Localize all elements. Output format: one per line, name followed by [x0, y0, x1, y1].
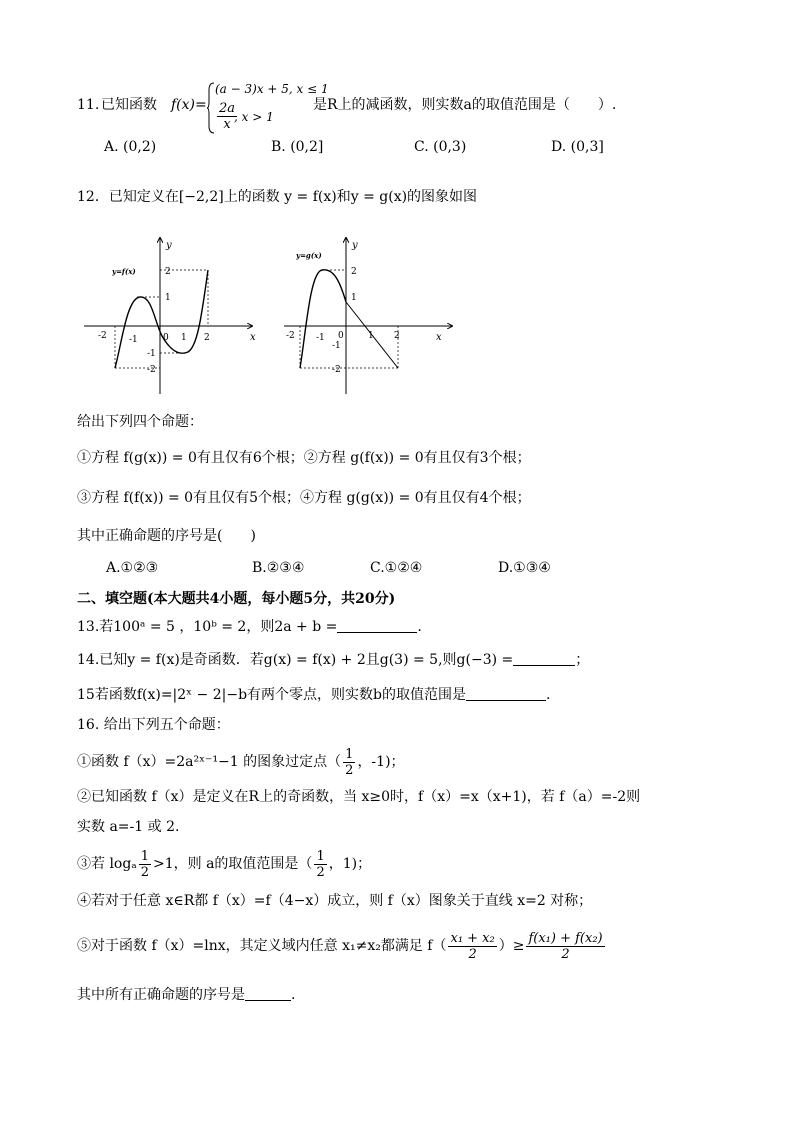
- f-label: y=f(x): [112, 267, 136, 276]
- q16-p1-frac: $\frac{1}{2}$: [345, 746, 354, 778]
- g-xtick: 1: [368, 331, 374, 341]
- q13-blank: [337, 618, 417, 633]
- q15-blank: [466, 686, 546, 701]
- g-xtick: 0: [338, 331, 344, 341]
- q16-p4: ④若对于任意 x∈R都 f（x）=f（4−x）成立，则 f（x）图象关于直线 x=2 对称；: [77, 893, 593, 909]
- q11-fx: f(x)=: [171, 97, 207, 113]
- f-axis-x-label: x: [250, 332, 256, 343]
- f-xtick: 2: [204, 333, 210, 343]
- g-axis-x-label: x: [436, 332, 442, 343]
- g-ytick: -1: [332, 341, 341, 351]
- g-xtick: -2: [286, 331, 295, 341]
- q15-text: 15若函数f(x)=|2ˣ − 2|−b有两个零点，则实数b的取值范围是: [77, 687, 467, 703]
- q16-stem: 16. 给出下列五个命题：: [77, 717, 230, 733]
- q16-ask: 其中所有正确命题的序号是 .: [77, 987, 296, 1003]
- g-ytick: -2: [332, 365, 341, 375]
- q16-p5-frac2: $\frac{\text{f(x₁) + f(x₂)}}{2}$: [528, 930, 603, 962]
- f-ytick: 1: [165, 293, 171, 303]
- q16-p3-frac1: $\frac{1}{2}$: [140, 848, 149, 880]
- q11-number: 11.: [77, 97, 100, 113]
- f-axis-y-label: y: [166, 240, 172, 251]
- f-xtick: -2: [98, 331, 107, 341]
- q13-end: .: [417, 619, 422, 635]
- f-ytick: 2: [165, 267, 171, 277]
- q12-option-d: D.①③④: [498, 560, 551, 576]
- q11-piece2-cond: , x > 1: [234, 110, 274, 124]
- q12-option-c: C.①②④: [370, 560, 423, 576]
- g-xtick: 2: [394, 331, 400, 341]
- q16-p5-frac1: $\frac{\text{x₁ + x₂}}{2}$: [450, 930, 495, 962]
- q14-blank: [513, 651, 575, 666]
- q14-end: ；: [575, 652, 590, 668]
- q13: [77, 618, 422, 636]
- g-ytick: 1: [351, 293, 357, 303]
- q14-text: 14.已知y = f(x)是奇函数．若g(x) = f(x) + 2且g(3) = 5,则g(−3) =: [77, 652, 514, 668]
- q16-p2a: ②已知函数 f（x）是定义在R上的奇函数，当 x≥0时，f（x）=x（x+1)，若 f（a）=-2则: [77, 789, 641, 805]
- q15: [77, 686, 550, 704]
- q11-piece1: (a − 3)x + 5, x ≤ 1: [215, 82, 329, 96]
- f-ytick: -1: [147, 349, 156, 359]
- q11-lead: 已知函数: [101, 97, 157, 113]
- q12-prompt: 给出下列四个命题：: [77, 414, 203, 430]
- q16-p2b: 实数 a=-1 或 2.: [77, 819, 180, 835]
- graph-f: [82, 232, 262, 397]
- q16-p5: ⑤对于函数 f（x）=lnx，其定义域内任意 x₁≠x₂都满足 f（ $\frac{\text{x₁ + x₂}}{2}$ ）≥ $\frac{\text{f(x₁) + f(x₂)}}{2}$: [77, 930, 603, 962]
- g-label: y=g(x): [296, 251, 322, 260]
- q11-option-c: C. (0,3): [414, 139, 467, 155]
- q16-p1: ①函数 f（x）=2a²ˣ⁻¹−1 的图象过定点（ $\frac{1}{2}$ ，-1)；: [77, 746, 405, 778]
- f-xtick: 0: [163, 333, 169, 343]
- q11-tail: 是R上的减函数，则实数a的取值范围是（ ）.: [313, 97, 617, 113]
- q11-option-d: D. (0,3]: [551, 139, 604, 155]
- q12-ask: 其中正确命题的序号是( ): [77, 528, 256, 544]
- q12-line1: ①方程 f(g(x)) = 0有且仅有6个根；②方程 g(f(x)) = 0有且仅有3个根；: [77, 450, 531, 466]
- section-title: 二、填空题(本大题共4小题，每小题5分，共20分): [77, 591, 396, 607]
- q14: [77, 651, 589, 669]
- q11-brace: [207, 82, 215, 134]
- q11-piece2-frac: $\frac{2a}{x}$: [219, 101, 236, 132]
- g-ytick: 2: [351, 267, 357, 277]
- g-xtick: -1: [316, 333, 325, 343]
- q13-text: 13.若100ᵃ = 5 ，10ᵇ = 2，则2a + b =: [77, 619, 338, 635]
- f-ytick: -2: [147, 365, 156, 375]
- g-curve: [300, 270, 346, 368]
- graph-g: [282, 232, 462, 397]
- q12-stem: 12．已知定义在[−2,2]上的函数 y = f(x)和y = g(x)的图象如图: [77, 189, 478, 205]
- q15-end: .: [546, 687, 551, 703]
- f-xtick: -1: [129, 335, 138, 345]
- q12-option-a: A.①②③: [106, 560, 159, 576]
- q16-p3-frac2: $\frac{1}{2}$: [316, 848, 325, 880]
- q11-option-b: B. (0,2]: [271, 139, 324, 155]
- q11-option-a: A. (0,2): [104, 139, 157, 155]
- q16-blank: [245, 986, 291, 1001]
- q12-option-b: B.②③④: [252, 560, 305, 576]
- q16-p3: ③若 logₐ $\frac{1}{2}$ >1，则 a的取值范围是（ $\frac{1}{2}$ ，1)；: [77, 848, 372, 880]
- f-xtick: 1: [181, 333, 187, 343]
- g-axis-y-label: y: [352, 240, 358, 251]
- q12-line2: ③方程 f(f(x)) = 0有且仅有5个根；④方程 g(g(x)) = 0有且仅有4个根；: [77, 490, 531, 506]
